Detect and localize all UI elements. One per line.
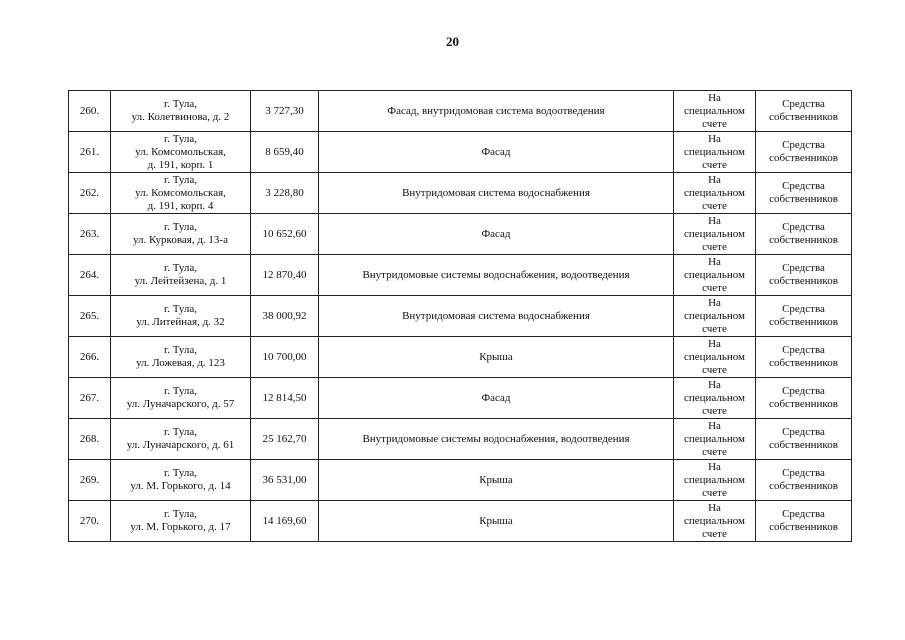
cost-text: 3 727,30 — [265, 104, 304, 117]
account-text: специальном — [683, 309, 746, 322]
funding-source-text: Средства — [782, 426, 825, 438]
address-text: ул. Литейная, д. 32 — [136, 316, 225, 328]
address-text: г. Тула, — [163, 98, 198, 110]
cost-cell — [251, 132, 319, 173]
account-text: На — [708, 419, 721, 432]
work-type-cell — [319, 419, 674, 460]
funding-source-text: Средства — [782, 139, 825, 151]
row-number-text: 268. — [79, 432, 100, 445]
address-text: д. 191, корп. 4 — [147, 199, 214, 212]
row-number-cell — [69, 173, 111, 214]
account-text: счете — [702, 281, 727, 294]
account-text: счете — [702, 527, 727, 540]
cost-text: 10 652,60 — [262, 227, 307, 240]
address-cell — [111, 337, 251, 378]
page-number: 20 — [446, 34, 459, 49]
account-cell — [674, 296, 756, 337]
work-type-cell — [319, 91, 674, 132]
row-number-cell — [69, 255, 111, 296]
account-text: На — [708, 501, 721, 514]
account-text: счете — [702, 322, 727, 335]
funding-source-text: Средства — [782, 98, 825, 110]
account-text: На — [708, 91, 721, 104]
row-number-text: 263. — [79, 227, 100, 240]
funding-source-text: Средства — [782, 385, 825, 397]
cost-cell — [251, 378, 319, 419]
work-type-text: Фасад — [481, 145, 511, 158]
work-type-cell — [319, 214, 674, 255]
address-text: г. Тула, — [163, 508, 198, 520]
account-text: На — [708, 214, 721, 227]
row-number-text: 261. — [79, 145, 100, 158]
account-cell — [674, 214, 756, 255]
address-text: ул. Лейтейзена, д. 1 — [134, 275, 227, 287]
account-text: На — [708, 255, 721, 268]
account-text: специальном — [683, 391, 746, 404]
work-type-text: Внутридомовые системы водоснабжения, водоотведения — [362, 268, 630, 281]
address-text: ул. Курковая, д. 13-а — [133, 234, 228, 246]
row-number-text: 260. — [79, 104, 100, 117]
account-text: специальном — [683, 268, 746, 281]
row-number-text: 262. — [79, 186, 100, 199]
work-type-cell — [319, 173, 674, 214]
address-text: ул. Комсомольская, — [135, 186, 226, 199]
account-cell — [674, 460, 756, 501]
funding-source-text: Средства — [782, 508, 825, 520]
funding-source-text: собственников — [769, 193, 838, 205]
funding-source-text: собственников — [769, 521, 838, 533]
row-number-text: 264. — [79, 268, 100, 281]
repair-registry-table — [68, 90, 852, 542]
funding-source-text: собственников — [769, 152, 838, 164]
account-text: специальном — [683, 227, 746, 240]
work-type-text: Внутридомовая система водоснабжения — [402, 186, 590, 199]
funding-source-text: Средства — [782, 344, 825, 356]
address-text: г. Тула, — [163, 385, 198, 397]
cost-cell — [251, 214, 319, 255]
address-text: ул. Ложевая, д. 123 — [136, 357, 225, 369]
cost-cell — [251, 296, 319, 337]
funding-source-text: собственников — [769, 398, 838, 410]
funding-source-text: собственников — [769, 480, 838, 492]
account-cell — [674, 132, 756, 173]
row-number-text: 267. — [79, 391, 100, 404]
funding-source-cell — [756, 91, 852, 132]
account-text: специальном — [683, 186, 746, 199]
table-row — [69, 460, 852, 501]
account-cell — [674, 337, 756, 378]
work-type-text: Внутридомовая система водоснабжения — [402, 309, 590, 322]
address-text: г. Тула, — [163, 303, 198, 315]
row-number-text: 270. — [79, 514, 100, 527]
account-text: специальном — [683, 104, 746, 117]
work-type-text: Фасад, внутридомовая система водоотведения — [387, 104, 605, 117]
work-type-text: Внутридомовые системы водоснабжения, водоотведения — [362, 432, 630, 445]
table-row — [69, 296, 852, 337]
account-text: счете — [702, 158, 727, 171]
row-number-cell — [69, 337, 111, 378]
row-number-text: 269. — [79, 473, 100, 486]
funding-source-cell — [756, 173, 852, 214]
cost-text: 12 814,50 — [262, 391, 307, 404]
address-text: г. Тула, — [163, 467, 198, 479]
account-text: На — [708, 337, 721, 350]
funding-source-text: собственников — [769, 234, 838, 246]
cost-text: 38 000,92 — [262, 309, 307, 322]
address-cell — [111, 91, 251, 132]
account-text: На — [708, 296, 721, 309]
cost-text: 10 700,00 — [262, 350, 307, 363]
address-text: г. Тула, — [163, 262, 198, 274]
work-type-text: Крыша — [479, 514, 513, 527]
address-cell — [111, 214, 251, 255]
table-row — [69, 132, 852, 173]
cost-cell — [251, 255, 319, 296]
funding-source-text: собственников — [769, 316, 838, 328]
account-text: специальном — [683, 145, 746, 158]
funding-source-text: Средства — [782, 467, 825, 479]
account-text: специальном — [683, 514, 746, 527]
address-text: г. Тула, — [163, 344, 198, 356]
cost-text: 25 162,70 — [262, 432, 307, 445]
address-cell — [111, 296, 251, 337]
address-text: г. Тула, — [163, 221, 198, 233]
cost-text: 8 659,40 — [265, 145, 304, 158]
address-cell — [111, 173, 251, 214]
row-number-cell — [69, 132, 111, 173]
funding-source-cell — [756, 419, 852, 460]
address-text: г. Тула, — [163, 426, 198, 438]
work-type-text: Фасад — [481, 227, 511, 240]
funding-source-text: собственников — [769, 439, 838, 451]
address-text: г. Тула, — [163, 173, 198, 186]
funding-source-cell — [756, 255, 852, 296]
address-text: ул. М. Горького, д. 17 — [130, 521, 231, 533]
address-text: г. Тула, — [163, 132, 198, 145]
address-text: ул. Луначарского, д. 57 — [126, 398, 235, 410]
funding-source-cell — [756, 214, 852, 255]
table-row — [69, 91, 852, 132]
cost-cell — [251, 91, 319, 132]
account-text: счете — [702, 445, 727, 458]
funding-source-cell — [756, 460, 852, 501]
work-type-text: Фасад — [481, 391, 511, 404]
account-text: На — [708, 173, 721, 186]
work-type-cell — [319, 132, 674, 173]
account-cell — [674, 255, 756, 296]
row-number-cell — [69, 419, 111, 460]
work-type-cell — [319, 296, 674, 337]
address-text: ул. М. Горького, д. 14 — [130, 480, 231, 492]
account-cell — [674, 91, 756, 132]
account-text: счете — [702, 486, 727, 499]
account-cell — [674, 378, 756, 419]
work-type-cell — [319, 378, 674, 419]
work-type-cell — [319, 460, 674, 501]
funding-source-text: Средства — [782, 262, 825, 274]
cost-text: 36 531,00 — [262, 473, 307, 486]
funding-source-cell — [756, 501, 852, 542]
address-text: ул. Комсомольская, — [135, 145, 226, 158]
work-type-text: Крыша — [479, 473, 513, 486]
work-type-text: Крыша — [479, 350, 513, 363]
table-row — [69, 214, 852, 255]
address-text: ул. Колетвинова, д. 2 — [131, 111, 230, 123]
account-text: специальном — [683, 350, 746, 363]
funding-source-cell — [756, 337, 852, 378]
address-cell — [111, 419, 251, 460]
address-cell — [111, 378, 251, 419]
account-text: счете — [702, 117, 727, 130]
cost-cell — [251, 419, 319, 460]
work-type-cell — [319, 255, 674, 296]
cost-text: 12 870,40 — [262, 268, 307, 281]
cost-text: 3 228,80 — [265, 186, 304, 199]
work-type-cell — [319, 501, 674, 542]
row-number-text: 266. — [79, 350, 100, 363]
address-text: ул. Луначарского, д. 61 — [126, 439, 235, 451]
address-cell — [111, 501, 251, 542]
address-cell — [111, 460, 251, 501]
cost-text: 14 169,60 — [262, 514, 307, 527]
registry-body — [69, 91, 852, 542]
account-text: счете — [702, 240, 727, 253]
row-number-cell — [69, 378, 111, 419]
funding-source-text: Средства — [782, 221, 825, 233]
row-number-text: 265. — [79, 309, 100, 322]
funding-source-text: собственников — [769, 357, 838, 369]
account-text: На — [708, 132, 721, 145]
account-text: специальном — [683, 432, 746, 445]
cost-cell — [251, 173, 319, 214]
account-text: счете — [702, 199, 727, 212]
address-cell — [111, 132, 251, 173]
funding-source-cell — [756, 296, 852, 337]
row-number-cell — [69, 91, 111, 132]
address-cell — [111, 255, 251, 296]
account-text: счете — [702, 404, 727, 417]
address-text: д. 191, корп. 1 — [147, 158, 214, 171]
funding-source-text: собственников — [769, 275, 838, 287]
table-row — [69, 255, 852, 296]
row-number-cell — [69, 501, 111, 542]
account-text: специальном — [683, 473, 746, 486]
account-text: На — [708, 460, 721, 473]
funding-source-text: Средства — [782, 180, 825, 192]
funding-source-cell — [756, 132, 852, 173]
row-number-cell — [69, 214, 111, 255]
account-cell — [674, 501, 756, 542]
table-row — [69, 378, 852, 419]
funding-source-cell — [756, 378, 852, 419]
cost-cell — [251, 337, 319, 378]
table-row — [69, 173, 852, 214]
cost-cell — [251, 501, 319, 542]
table-row — [69, 337, 852, 378]
cost-cell — [251, 460, 319, 501]
row-number-cell — [69, 296, 111, 337]
funding-source-text: собственников — [769, 111, 838, 123]
table-row — [69, 419, 852, 460]
work-type-cell — [319, 337, 674, 378]
account-cell — [674, 419, 756, 460]
account-text: На — [708, 378, 721, 391]
row-number-cell — [69, 460, 111, 501]
account-text: счете — [702, 363, 727, 376]
funding-source-text: Средства — [782, 303, 825, 315]
table-row — [69, 501, 852, 542]
account-cell — [674, 173, 756, 214]
